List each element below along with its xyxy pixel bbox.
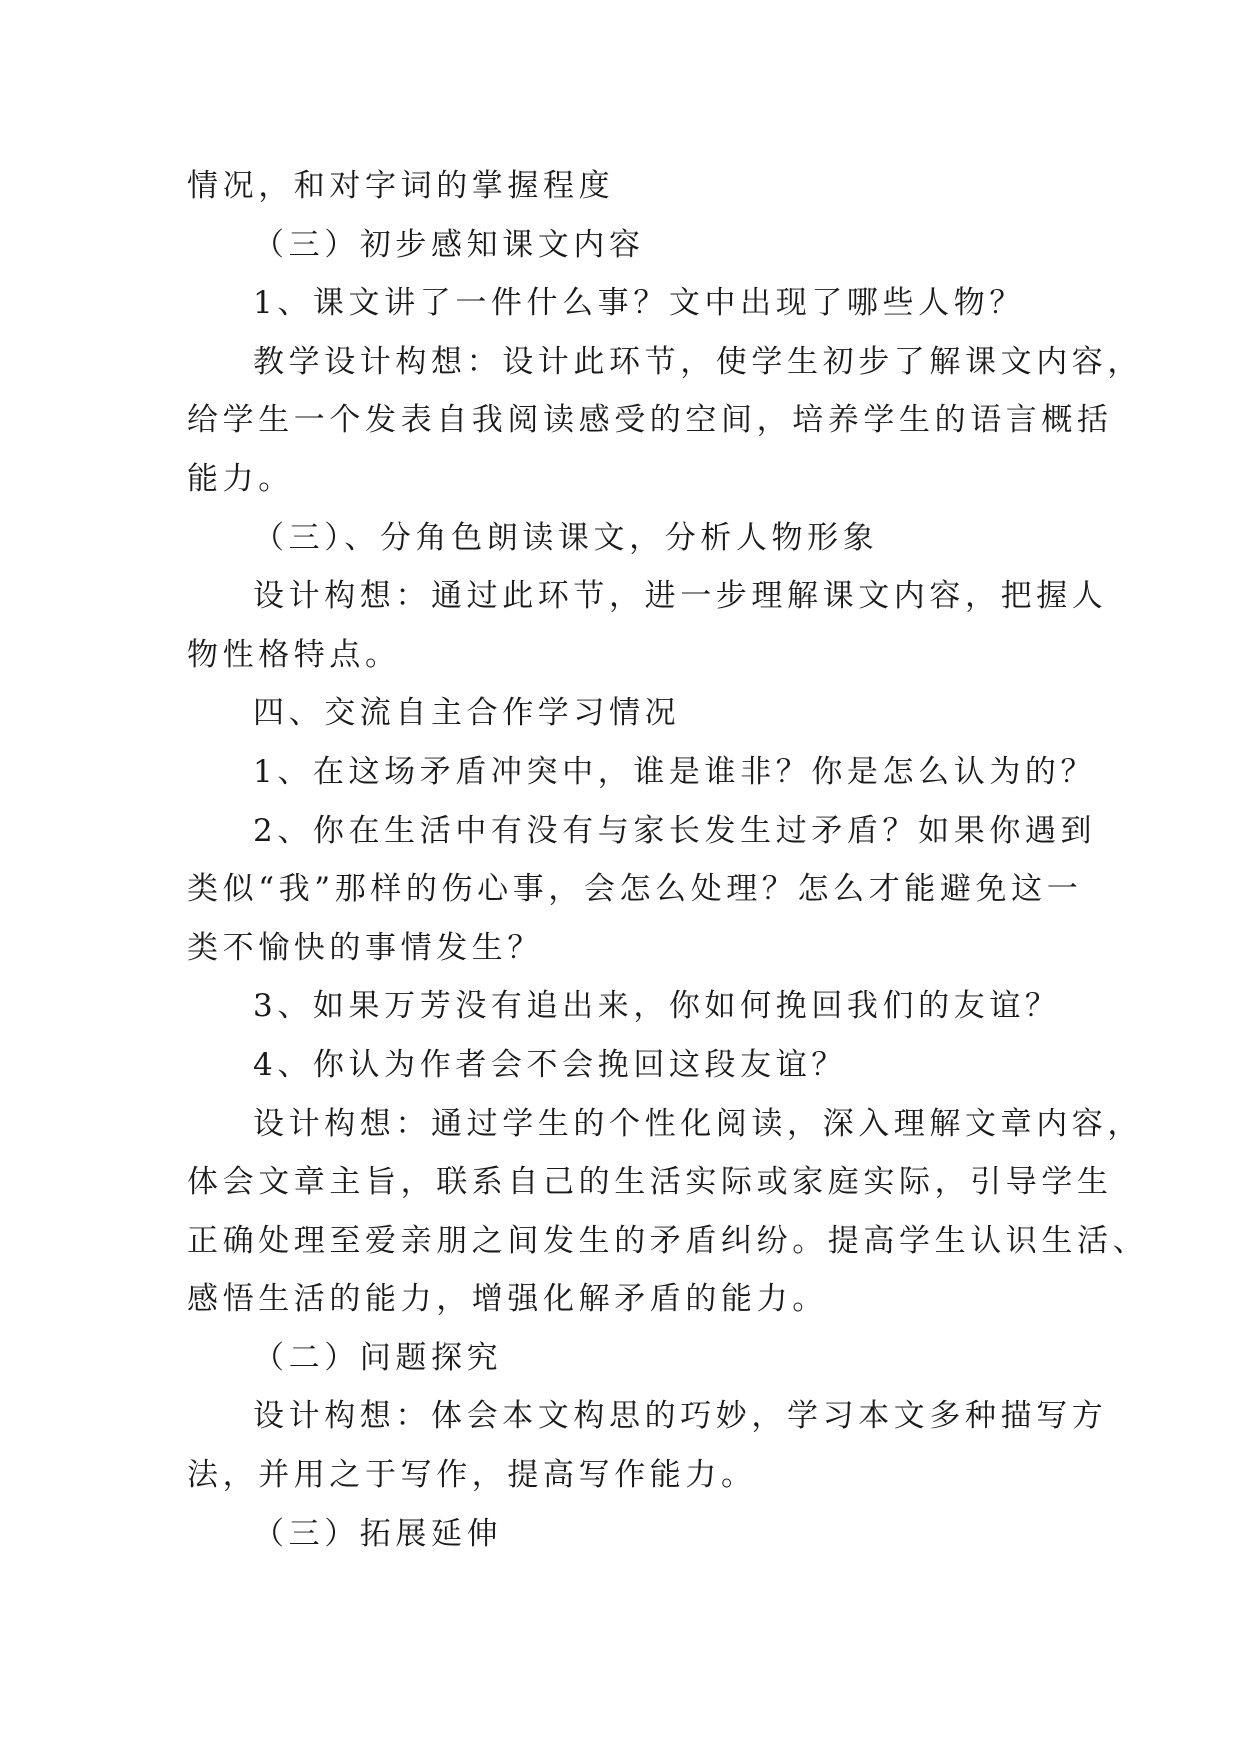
design-note: 设计构想：通过学生的个性化阅读，深入理解文章内容， <box>253 1105 1143 1142</box>
section-heading: （三）初步感知课文内容 <box>253 226 645 263</box>
text-line: 物性格特点。 <box>187 636 401 673</box>
text-line: 情况，和对字词的掌握程度 <box>187 168 615 204</box>
question-item: 4、你认为作者会不会挽回这段友谊？ <box>253 1046 847 1083</box>
text-line: 能力。 <box>187 460 294 497</box>
text-line: 体会文章主旨，联系自己的生活实际或家庭实际，引导学生 <box>187 1164 1113 1201</box>
text-line: 给学生一个发表自我阅读感受的空间，培养学生的语言概括 <box>187 402 1113 439</box>
text-line: 正确处理至爱亲朋之间发生的矛盾纠纷。提高学生认识生活、 <box>187 1222 1149 1259</box>
question-item: 2、你在生活中有没有与家长发生过矛盾？如果你遇到 <box>253 812 1097 849</box>
text-line: 类不愉快的事情发生？ <box>187 929 543 966</box>
text-line: 类似“我”那样的伤心事，会怎么处理？怎么才能避免这一 <box>187 871 1083 908</box>
design-note: 教学设计构想：设计此环节，使学生初步了解课文内容， <box>253 343 1143 380</box>
text-line: 感悟生活的能力，增强化解矛盾的能力。 <box>187 1281 828 1318</box>
section-heading: （三）、分角色朗读课文，分析人物形象 <box>253 519 879 556</box>
section-heading: 四、交流自主合作学习情况 <box>253 695 681 732</box>
design-note: 设计构想：通过此环节，进一步理解课文内容，把握人 <box>253 578 1108 615</box>
document-body <box>187 157 1149 1563</box>
design-note: 设计构想：体会本文构思的巧妙，学习本文多种描写方 <box>253 1398 1108 1435</box>
section-heading: （三）拓展延伸 <box>253 1515 503 1552</box>
question-item: 1、在这场矛盾冲突中，谁是谁非？你是怎么认为的？ <box>253 753 1097 790</box>
question-item: 3、如果万芳没有追出来，你如何挽回我们的友谊？ <box>253 988 1061 1025</box>
text-line: 法，并用之于写作，提高写作能力。 <box>187 1457 757 1494</box>
question-item: 1、课文讲了一件什么事？文中出现了哪些人物？ <box>253 285 1025 322</box>
section-heading: （二）问题探究 <box>253 1339 503 1376</box>
